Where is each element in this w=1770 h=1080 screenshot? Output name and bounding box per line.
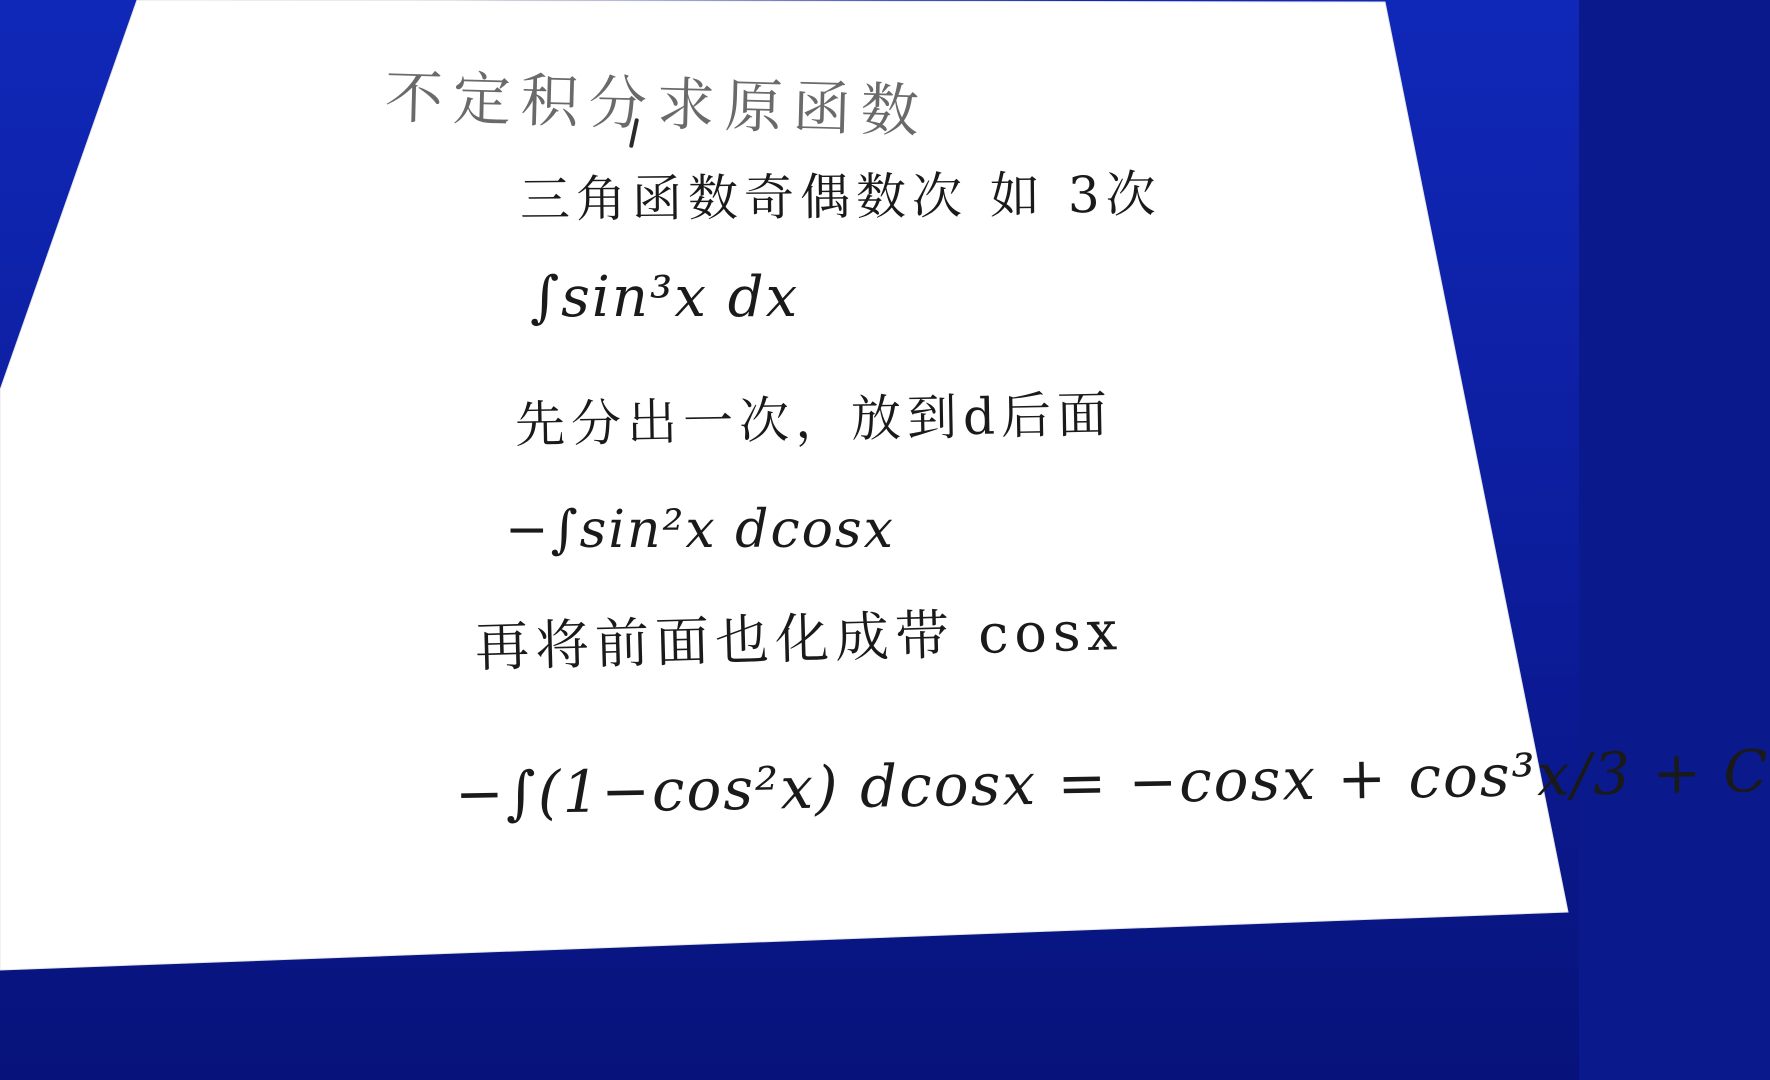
instruction-line-1: 先分出一次，放到d后面 <box>514 385 1114 454</box>
integral-step-3: −∫(1−cos²x) dcosx = −cosx + cos³x/3 + C <box>454 737 1770 828</box>
instruction-line-2: 再将前面也化成带 cosx <box>474 599 1124 679</box>
integral-step-2: −∫sin²x dcosx <box>505 500 895 560</box>
note-title: 不定积分求原函数 <box>383 63 930 146</box>
note-subtitle: 三角函数奇偶数次 如 3次 <box>519 165 1162 229</box>
integral-step-1: ∫sin³x dx <box>530 265 800 330</box>
